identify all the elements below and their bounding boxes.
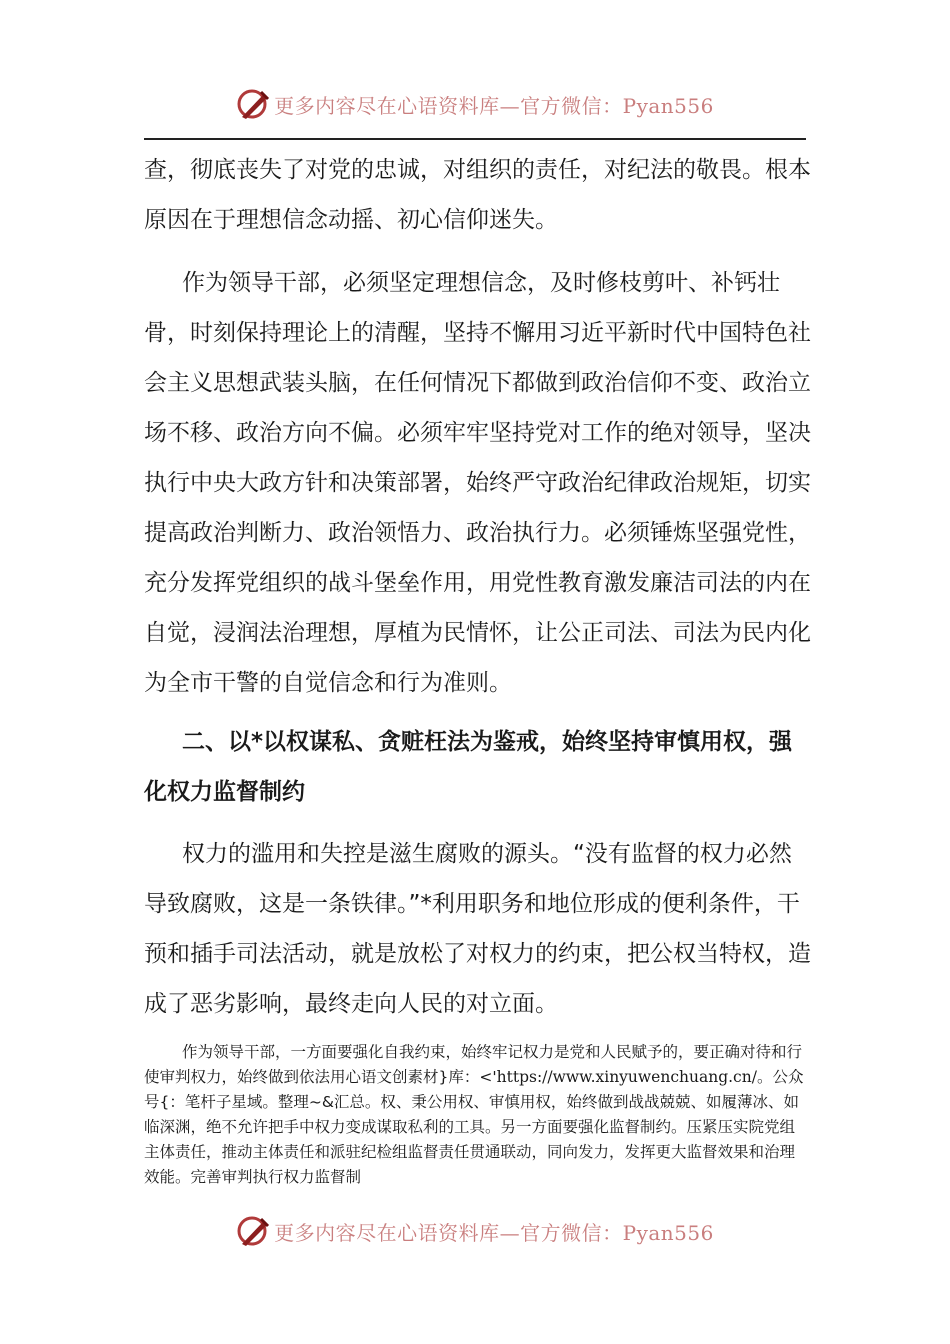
banner-text: 更多内容尽在心语资料库—官方微信：Pyan556: [274, 1220, 714, 1245]
pen-logo-icon: [236, 1214, 270, 1248]
paragraph-1: 查，彻底丧失了对党的忠诚，对组织的责任，对纪法的敬畏。根本原因在于理想信念动摇、初心信仰迷失。: [144, 157, 811, 233]
paragraph-4-text-b: 。公众号{：笔杆子星域。整理~&汇总。权、秉公用权、审慎用权，始终做到战战兢兢、如履薄冰、如临深渊，绝不允许把手中权力变成谋取私利的工具。另一方面要强化监督制约。压紧压实院党组主体责任，推动主体责任和派驻纪检组监督责任贯通联动，同向发力，发挥更大监督效果和治理效能。完善审判执行权力监督制: [144, 1068, 804, 1186]
header-banner: [0, 84, 950, 124]
banner-text: 更多内容尽在心语资料库—官方微信：Pyan556: [274, 93, 714, 118]
pen-logo-icon: [236, 87, 270, 121]
paragraph-4-text-a: 作为领导干部，一方面要强化自我约束，始终牢记权力是党和人民赋予的，要正确对待和行使审判权力，始终做到依法用心语文创素材}库：<': [144, 1043, 803, 1086]
section-heading-2: 二、以*以权谋私、贪赃枉法为鉴戒，始终坚持审慎用权，强化权力监督制约: [144, 729, 793, 805]
header-divider: [144, 138, 806, 140]
footer-banner: [0, 1211, 950, 1251]
paragraph-2: 作为领导干部，必须坚定理想信念，及时修枝剪叶、补钙壮骨，时刻保持理论上的清醒，坚持不懈用习近平新时代中国特色社会主义思想武装头脑，在任何情况下都做到政治信仰不变、政治立场不移、政治方向不偏。必须牢牢坚持党对工作的绝对领导，坚决执行中央大政方针和决策部署，始终严守政治纪律政治规矩，切实提高政治判断力、政治领悟力、政治执行力。必须锤炼坚强党性，充分发挥党组织的战斗堡垒作用，用党性教育激发廉洁司法的内在自觉，浸润法治理想，厚植为民情怀，让公正司法、司法为民内化为全市干警的自觉信念和行为准则。: [144, 270, 811, 696]
paragraph-3: 权力的滥用和失控是滋生腐败的源头。“没有监督的权力必然导致腐败，这是一条铁律。”*利用职务和地位形成的便利条件，干预和插手司法活动，就是放松了对权力的约束，把公权当特权，造成了恶劣影响，最终走向人民的对立面。: [144, 841, 811, 1017]
paragraph-4-url: https://www.xinyuwenchuang.cn/: [496, 1068, 757, 1086]
paragraph-4: [144, 1040, 806, 1190]
